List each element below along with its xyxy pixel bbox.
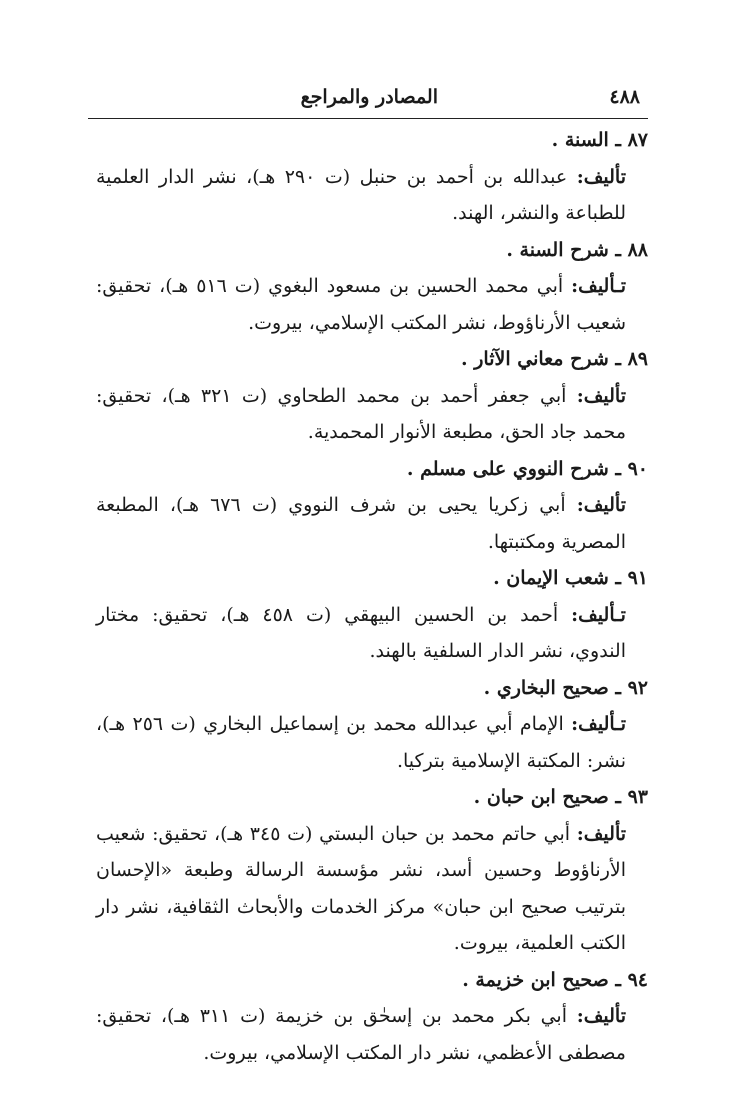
entry-number: ٩٢ xyxy=(627,676,648,699)
entry-text: أحمد بن الحسين البيهقي (ت ٤٥٨ هـ)، تحقيق: مختار الندوي، نشر الدار السلفية بالهند. xyxy=(96,603,626,662)
bibliography-entry xyxy=(96,122,648,232)
bibliography-entry xyxy=(96,451,648,561)
entry-number: ٨٧ xyxy=(627,129,648,151)
entry-title: ٩١ ـ شعب الإيمان . xyxy=(493,567,648,589)
bibliography-entry xyxy=(96,232,648,342)
entry-number: ٩١ xyxy=(627,567,648,589)
entry-body xyxy=(96,816,648,962)
entry-title-text: صحيح ابن خزيمة . xyxy=(462,968,609,991)
entry-body xyxy=(96,706,648,779)
header-rule xyxy=(88,118,648,119)
entry-title-text: شرح السنة . xyxy=(506,238,609,261)
entry-body xyxy=(96,487,648,560)
entry-title: ٨٨ ـ شرح السنة . xyxy=(506,238,648,261)
bibliography-entry xyxy=(96,962,648,1072)
entry-number: ٩٤ xyxy=(627,968,648,991)
bibliography-entry xyxy=(96,670,648,780)
entry-title-text: صحيح البخاري . xyxy=(483,676,609,699)
entry-title: ٩٣ ـ صحيح ابن حبان . xyxy=(473,786,648,808)
entry-title: ٨٧ ـ السنة . xyxy=(551,129,648,151)
entry-text: أبي بكر محمد بن إسحٰق بن خزيمة (ت ٣١١ هـ)، تحقيق: مصطفى الأعظمي، نشر دار المكتب الإسلامي، بيروت. xyxy=(96,1005,626,1064)
author-label: تـأليف: xyxy=(571,603,626,626)
entry-title-text: شعب الإيمان . xyxy=(493,567,609,589)
page-number: ٤٨٨ xyxy=(609,86,640,108)
bibliography-entry xyxy=(96,779,648,962)
author-label: تـأليف: xyxy=(571,275,626,297)
entry-title-text: السنة . xyxy=(551,129,609,151)
bibliography-entry xyxy=(96,560,648,670)
entry-title: ٩٤ ـ صحيح ابن خزيمة . xyxy=(462,968,648,991)
entry-title: ٩٢ ـ صحيح البخاري . xyxy=(483,676,648,699)
entry-text: أبي زكريا يحيى بن شرف النووي (ت ٦٧٦ هـ)، المطبعة المصرية ومكتبتها. xyxy=(96,494,626,553)
entry-body xyxy=(96,998,648,1071)
author-label: تأليف: xyxy=(576,384,626,407)
entry-text: عبدالله بن أحمد بن حنبل (ت ٢٩٠ هـ)، نشر الدار العلمية للطباعة والنشر، الهند. xyxy=(96,165,626,224)
bibliography-list xyxy=(96,122,648,1071)
entry-text: الإمام أبي عبدالله محمد بن إسماعيل البخاري (ت ٢٥٦ هـ)، نشر: المكتبة الإسلامية بتركيا. xyxy=(96,713,626,772)
author-label: تأليف: xyxy=(576,494,626,516)
entry-title: ٨٩ ـ شرح معاني الآثار . xyxy=(461,348,648,370)
entry-number: ٨٩ xyxy=(627,348,648,370)
bibliography-entry xyxy=(96,341,648,451)
entry-title-text: شرح النووي على مسلم . xyxy=(406,457,609,480)
entry-body xyxy=(96,378,648,451)
author-label: تـأليف: xyxy=(571,713,627,735)
page-header xyxy=(88,86,648,112)
running-head: المصادر والمراجع xyxy=(300,86,438,108)
entry-text: أبي محمد الحسين بن مسعود البغوي (ت ٥١٦ هـ)، تحقيق: شعيب الأرناؤوط، نشر المكتب الإسلامي، بيروت. xyxy=(96,275,626,334)
entry-number: ٩٣ xyxy=(627,786,648,808)
entry-body xyxy=(96,268,648,341)
entry-number: ٩٠ xyxy=(627,457,648,480)
entry-text: أبي حاتم محمد بن حبان البستي (ت ٣٤٥ هـ)، تحقيق: شعيب الأرناؤوط وحسين أسد، نشر مؤسسة الرسالة وطبعة «الإحسان بترتيب صحيح ابن حبان» مركز الخدمات والأبحاث الثقافية، نشر دار الكتب العلمية، بيروت. xyxy=(96,822,626,954)
author-label: تأليف: xyxy=(576,1005,626,1027)
entry-title: ٩٠ ـ شرح النووي على مسلم . xyxy=(406,457,648,480)
entry-body xyxy=(96,597,648,670)
entry-text: أبي جعفر أحمد بن محمد الطحاوي (ت ٣٢١ هـ)، تحقيق: محمد جاد الحق، مطبعة الأنوار المحمدية. xyxy=(96,384,626,443)
entry-number: ٨٨ xyxy=(627,238,648,261)
entry-title-text: صحيح ابن حبان . xyxy=(473,786,609,808)
author-label: تأليف: xyxy=(576,822,627,845)
entry-body xyxy=(96,159,648,232)
entry-title-text: شرح معاني الآثار . xyxy=(461,348,609,370)
author-label: تأليف: xyxy=(576,165,626,188)
